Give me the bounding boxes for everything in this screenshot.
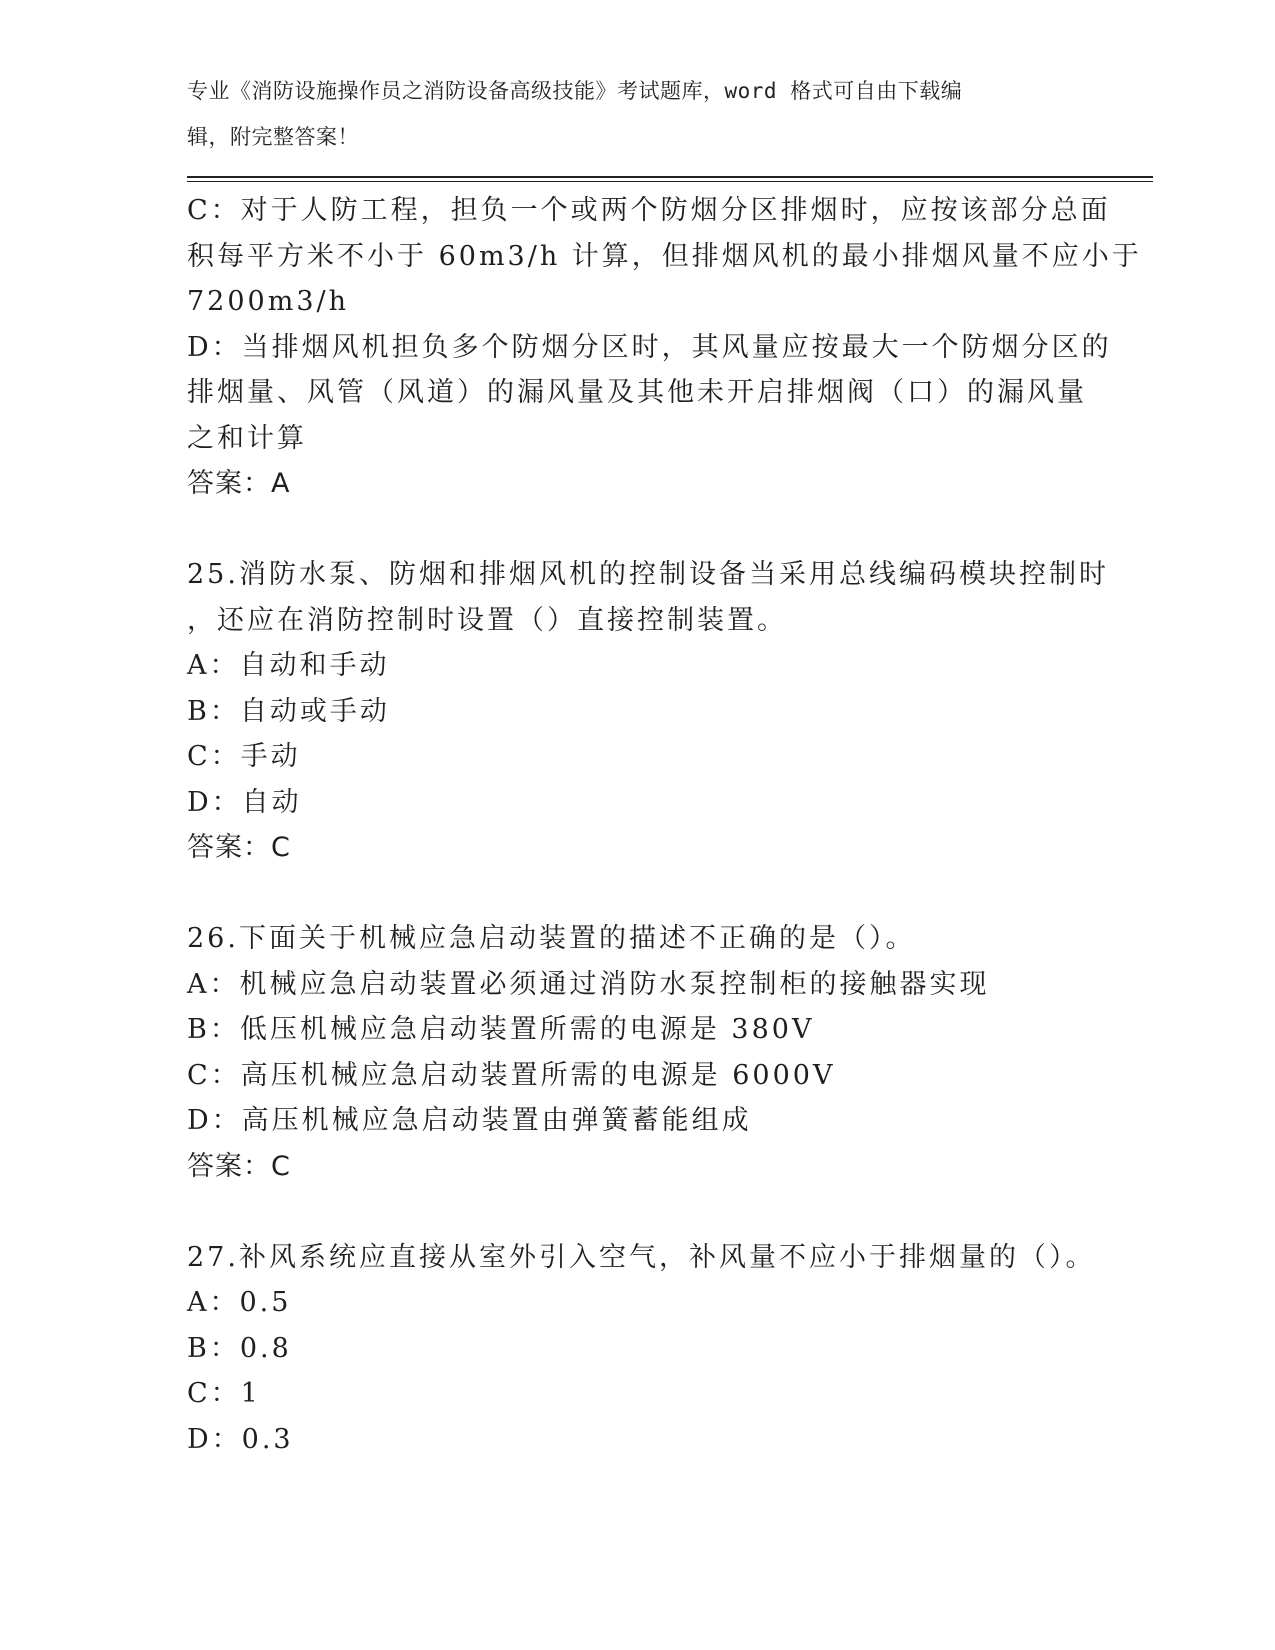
header-line: 辑，附完整答案！	[187, 124, 359, 149]
option-c: C：高压机械应急启动装置所需的电源是 6000V	[187, 1059, 836, 1091]
option-b: B：0.8	[187, 1332, 292, 1364]
spacer	[187, 871, 1087, 917]
question-stem: 26.下面关于机械应急启动装置的描述不正确的是（）。	[187, 923, 916, 954]
option-d: D：自动	[187, 786, 302, 818]
option-c-line: C：对于人防工程，担负一个或两个防烟分区排烟时，应按该部分总面	[187, 195, 1111, 226]
header-divider	[187, 176, 1153, 182]
answer-line: 答案：C	[187, 832, 291, 863]
option-b: B：低压机械应急启动装置所需的电源是 380V	[187, 1014, 815, 1045]
question-stem: 25.消防水泵、防烟和排烟风机的控制设备当采用总线编码模块控制时	[187, 559, 1109, 590]
option-c: C：手动	[187, 741, 301, 772]
option-d-line: 之和计算	[187, 422, 307, 454]
option-a: A：0.5	[187, 1287, 292, 1318]
question-stem: ，还应在消防控制时设置（）直接控制装置。	[187, 604, 787, 636]
option-a: A：自动和手动	[187, 650, 390, 681]
prev-question-block	[187, 188, 1142, 507]
question-25	[187, 552, 1109, 871]
option-c: C：1	[187, 1378, 261, 1409]
option-b: B：自动或手动	[187, 695, 390, 727]
question-26	[187, 916, 1087, 1189]
question-27	[187, 1235, 1096, 1463]
answer-line: 答案：A	[187, 468, 291, 499]
option-a: A：机械应急启动装置必须通过消防水泵控制柜的接触器实现	[187, 968, 990, 1000]
option-c-line: 7200m3/h	[187, 286, 349, 317]
option-d: D：高压机械应急启动装置由弹簧蓄能组成	[187, 1105, 752, 1136]
spacer	[187, 1189, 1087, 1235]
option-d-line: D：当排烟风机担负多个防烟分区时，其风量应按最大一个防烟分区的	[187, 331, 1112, 363]
option-c-line: 积每平方米不小于 60m3/h 计算，但排烟风机的最小排烟风量不应小于	[187, 240, 1142, 272]
spacer	[187, 507, 1087, 553]
question-content	[187, 188, 1142, 1462]
option-d: D：0.3	[187, 1423, 294, 1455]
option-d-line: 排烟量、风管（风道）的漏风量及其他未开启排烟阀（口）的漏风量	[187, 377, 1087, 408]
header-line: 专业《消防设施操作员之消防设备高级技能》考试题库，word 格式可自由下载编	[187, 79, 963, 103]
document-header	[187, 74, 1067, 165]
answer-line: 答案：C	[187, 1150, 291, 1182]
question-stem: 27.补风系统应直接从室外引入空气，补风量不应小于排烟量的（）。	[187, 1241, 1096, 1273]
